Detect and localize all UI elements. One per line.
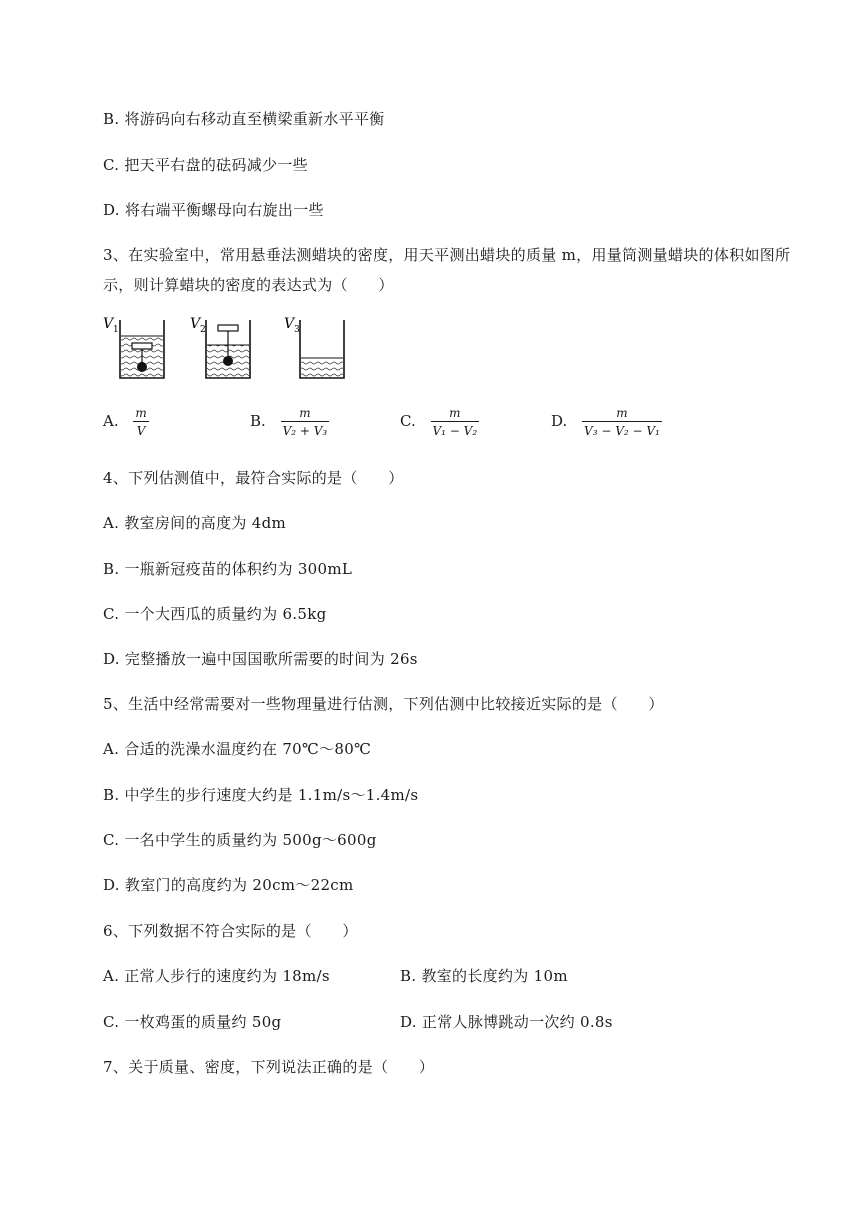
q5-option-c: C. 一名中学生的质量约为 500g～600g: [103, 831, 377, 849]
q3-option-c-numerator: m: [449, 406, 461, 420]
q3-stem-line-1: 3、在实验室中，常用悬垂法测蜡块的密度，用天平测出蜡块的质量 m，用量筒测量蜡块的体积如图所: [103, 246, 791, 264]
q5-option-b: B. 中学生的步行速度大约是 1.1m/s～1.4m/s: [103, 786, 419, 804]
q2-option-b: B. 将游码向右移动直至横梁重新水平平衡: [103, 110, 385, 128]
q3-option-d-denominator: V₃ − V₂ − V₁: [582, 421, 662, 438]
cylinder-v1-subscript: 1: [113, 325, 119, 335]
q6-stem: 6、下列数据不符合实际的是（ ）: [103, 922, 358, 940]
q4-stem: 4、下列估测值中，最符合实际的是（ ）: [103, 469, 404, 487]
q6-option-a: A. 正常人步行的速度约为 18m/s: [103, 967, 330, 985]
q3-option-b-fraction: [281, 406, 330, 438]
q2-option-d: D. 将右端平衡螺母向右旋出一些: [103, 201, 324, 219]
cylinder-v3-label: V: [284, 316, 295, 332]
q2-option-c: C. 把天平右盘的砝码减少一些: [103, 156, 308, 174]
q4-option-b: B. 一瓶新冠疫苗的体积约为 300mL: [103, 560, 353, 578]
q3-option-d-label: D.: [551, 412, 568, 430]
measuring-cylinders-figure: [100, 312, 360, 384]
q4-option-c: C. 一个大西瓜的质量约为 6.5kg: [103, 605, 327, 623]
q6-option-b: B. 教室的长度约为 10m: [400, 967, 568, 985]
q5-option-a: A. 合适的洗澡水温度约在 70℃～80℃: [103, 740, 372, 758]
q3-option-c-label: C.: [400, 412, 416, 430]
cylinder-v2-subscript: 2: [200, 325, 206, 335]
q4-option-a: A. 教室房间的高度为 4dm: [103, 514, 287, 532]
q3-option-c: [400, 406, 479, 438]
q3-option-a-numerator: m: [135, 406, 147, 420]
cylinder-v3: [284, 316, 344, 378]
q3-option-a-label: A.: [103, 412, 119, 430]
cylinder-v1-label: V: [103, 316, 114, 332]
q6-option-d: D. 正常人脉博跳动一次约 0.8s: [400, 1013, 613, 1031]
q3-option-a-denominator: V: [133, 421, 148, 438]
q5-option-d: D. 教室门的高度约为 20cm～22cm: [103, 876, 354, 894]
cylinder-v2-label: V: [190, 316, 201, 332]
q3-option-b: [250, 406, 329, 438]
q3-option-a: [103, 406, 149, 438]
cylinder-v2: [190, 316, 250, 378]
q7-stem: 7、关于质量、密度，下列说法正确的是（ ）: [103, 1058, 435, 1076]
q4-option-d: D. 完整播放一遍中国国歌所需要的时间为 26s: [103, 650, 418, 668]
q5-stem: 5、生活中经常需要对一些物理量进行估测，下列估测中比较接近实际的是（ ）: [103, 695, 664, 713]
q3-option-d: [551, 406, 662, 438]
q3-option-d-fraction: [582, 406, 662, 438]
cylinder-v1: [103, 316, 164, 378]
q3-option-c-fraction: [431, 406, 480, 438]
q3-option-c-denominator: V₁ − V₂: [431, 421, 480, 438]
q3-option-b-denominator: V₂ + V₃: [281, 421, 330, 438]
q3-option-a-fraction: [133, 406, 148, 438]
q3-option-d-numerator: m: [616, 406, 628, 420]
q3-stem-line-2: 示，则计算蜡块的密度的表达式为（ ）: [103, 276, 394, 294]
q3-option-b-label: B.: [250, 412, 266, 430]
q3-option-b-numerator: m: [299, 406, 311, 420]
q6-option-c: C. 一枚鸡蛋的质量约 50g: [103, 1013, 282, 1031]
cylinder-v3-subscript: 3: [294, 325, 300, 335]
